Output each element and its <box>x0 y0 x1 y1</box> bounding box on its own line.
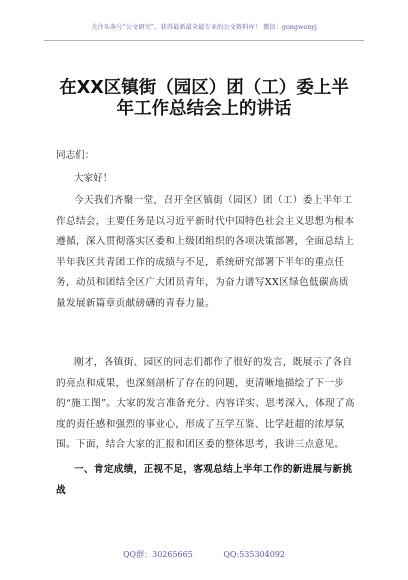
title-line-2: 年工作总结会上的讲话 <box>116 99 292 119</box>
paragraph-opening: 今天我们齐聚一堂，召开全区镇街（园区）团（工）委上半年工作总结会，主要任务是以习近平新时代中国特色社会主义思想为根本遵循，深入贯彻落实区委和上级团组织的各项决策部署，全面总结上半年我区共青团工作的成绩与不足，系统研究部署下半年的重点任务，动员和团结全区广大团员青年，为奋力谱写XX区绿色低碳高质量发展新篇章贡献磅礴的青春力量。 <box>56 195 355 309</box>
header-banner: 关注头条号“公文研究”，获得最新最全最专业的公文资料库！ 微信：gongwenyj <box>91 24 317 31</box>
title-line-1: 在XX区镇街（园区）团（工）委上半 <box>59 78 349 98</box>
greeting: 大家好！ <box>74 173 113 184</box>
header-divider <box>44 40 364 41</box>
footer <box>0 549 408 560</box>
section-heading-1: 一、肯定成绩，正视不足，客观总结上半年工作的新进展与新挑战 <box>56 464 353 496</box>
salutation: 同志们： <box>56 150 95 161</box>
footer-qq-group: QQ群：30265665 <box>122 550 193 559</box>
document-title <box>44 78 364 120</box>
paragraph-review: 刚才，各镇街、园区的同志们都作了很好的发言，既展示了各自的亮点和成果，也深刻剖析了存在的问题，更清晰地描绘了下一步的“施工图”。大家的发言准备充分、内容详实、思考深入，体现了高度的责任感和强烈的事业心，形成了互学互鉴、比学赶超的浓厚氛围。下面，结合大家的汇报和团区委的整体思考，我讲三点意见。 <box>56 357 355 451</box>
footer-qq-contact: QQ:535304092 <box>223 550 285 559</box>
